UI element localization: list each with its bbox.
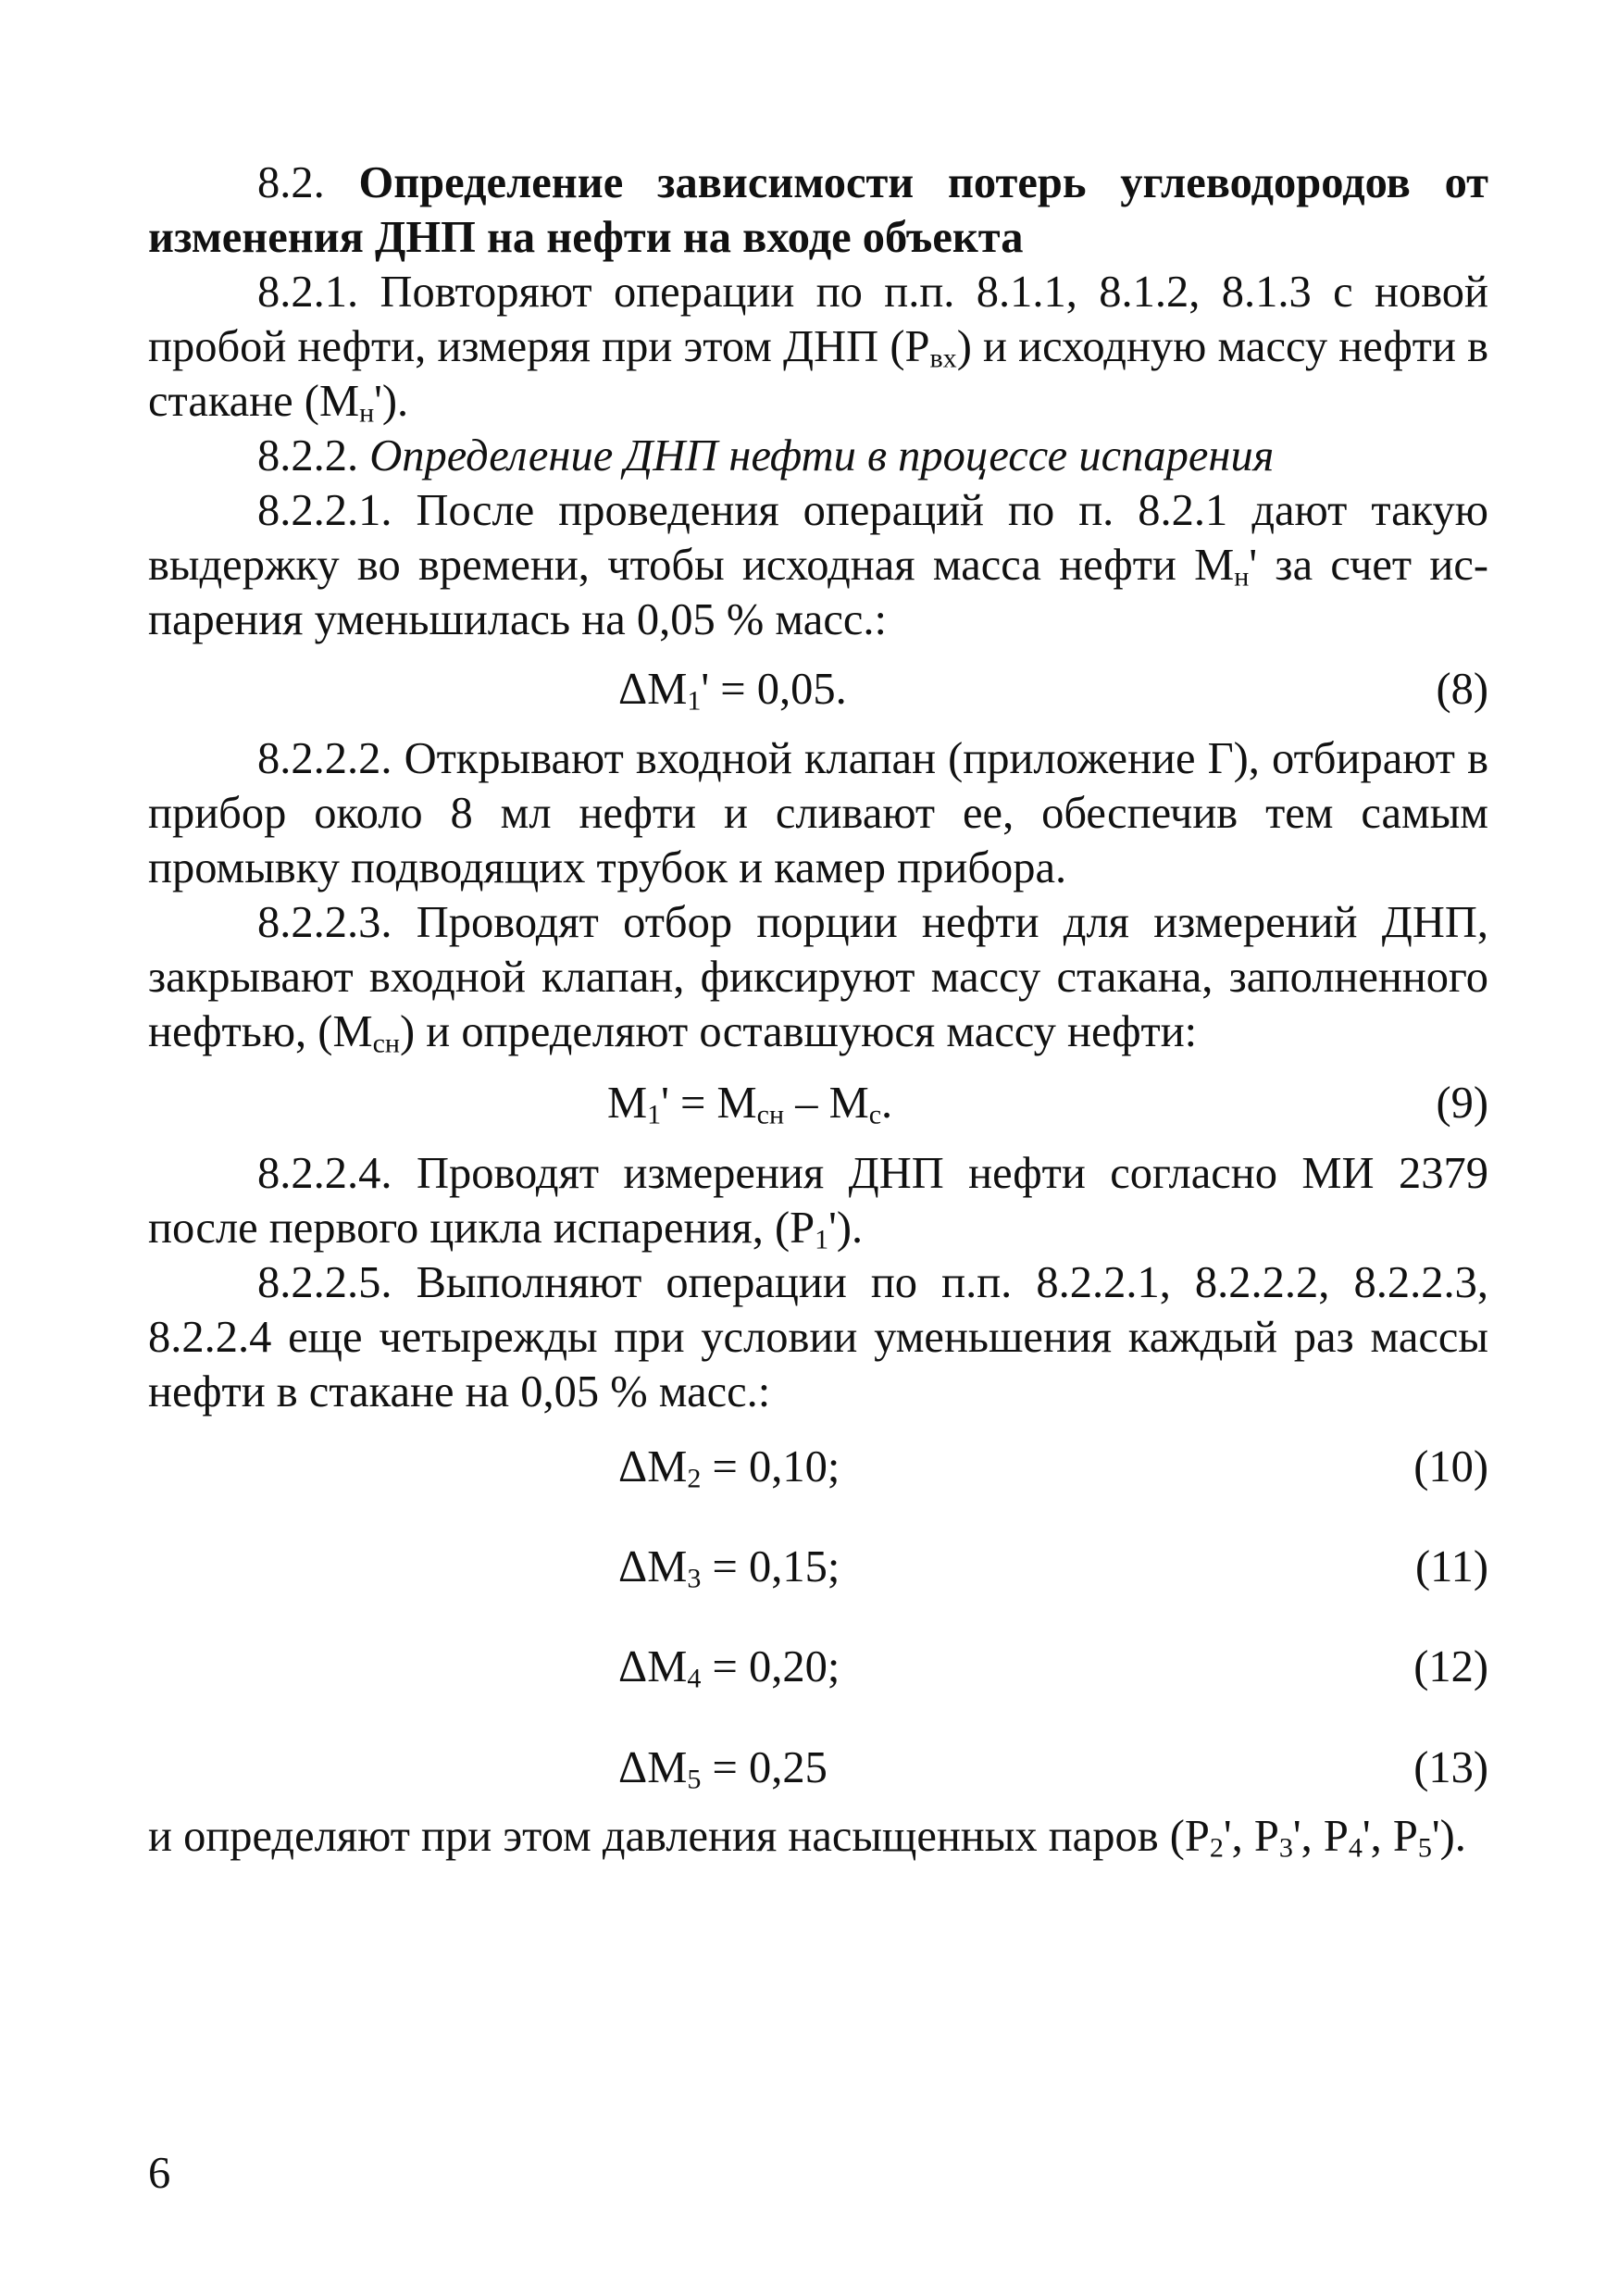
text-block-4 — [148, 1809, 1488, 1864]
paragraph-8-2-2-1: 8.2.2.1. После проведения операций по п. 8.2.1 дают такую выдержку во времени, чтобы исходная масса нефти $М_н'$ за счет испарения уменьшилась на 0,05 % масс.: — [148, 486, 1489, 644]
section-title: Определение зависимости потерь углеводородов от изменения ДНП на нефти на входе объекта — [148, 158, 1489, 262]
formula-9 — [148, 1076, 1488, 1131]
text-block-2 — [148, 731, 1488, 1059]
formula-number: (13) — [1413, 1743, 1488, 1792]
section-heading-8-2 — [148, 156, 1488, 265]
formula-12 — [148, 1640, 1488, 1695]
subsection-number: 8.2.2. — [257, 431, 359, 480]
formula-number: (10) — [1413, 1442, 1488, 1491]
formula-expression: $\Delta М_2 = 0,10$; — [618, 1442, 840, 1494]
paragraph-8-2-2-5: 8.2.2.5. Выполняют операции по п.п. 8.2.2.1, 8.2.2.2, 8.2.2.3, 8.2.2.4 еще четырежды при условии уменьшения каждый раз массы нефти в стакане на 0,05 % масс.: — [148, 1258, 1488, 1416]
formula-number: (8) — [1436, 665, 1488, 714]
formula-expression: $\Delta М_4 = 0,20$; — [618, 1642, 840, 1694]
formula-expression: $\Delta М_1' = 0,05$. — [618, 665, 847, 717]
formula-13 — [148, 1741, 1488, 1796]
formula-expression: $\Delta М_3 = 0,15$; — [618, 1542, 840, 1594]
formula-expression: $М_1' = М_{сн} - М_с$. — [607, 1079, 893, 1130]
text-block-1 — [148, 156, 1488, 647]
section-number: 8.2. — [257, 158, 325, 207]
paragraph-8-2-2-3: 8.2.2.3. Проводят отбор порции нефти для измерений ДНП, закрывают входной клапан, фиксируют массу стакана, заполненного нефтью, $(М_{сн})$ и определяют оставшуюся массу нефти: — [148, 898, 1488, 1059]
formula-number: (12) — [1413, 1642, 1488, 1691]
page-number: 6 — [148, 2149, 171, 2198]
paragraph-8-2-2-4: 8.2.2.4. Проводят измерения ДНП нефти согласно МИ 2379 после первого цикла испарения, $(Р_1')$. — [148, 1149, 1488, 1255]
paragraph-8-2-1: 8.2.1. Повторяют операции по п.п. 8.1.1, 8.1.2, 8.1.3 с новой пробой нефти, измеряя при этом ДНП $(Р_{вх})$ и исходную массу нефти в стакане $(М_н')$. — [148, 268, 1489, 429]
formula-8 — [148, 662, 1488, 718]
subsection-heading-8-2-2 — [148, 429, 1488, 483]
paragraph-8-2-2-2: 8.2.2.2. Открывают входной клапан (приложение Г), отбирают в прибор около 8 мл нефти и сливают ее, обеспечив тем самым промывку подводящих трубок и камер прибора. — [148, 734, 1488, 892]
paragraph-final: и определяют при этом давления насыщенных паров ($Р_2'$, $Р_3'$, $Р_4'$, $Р_5'$). — [148, 1812, 1466, 1864]
subsection-title: Определение ДНП нефти в процессе испарения — [369, 431, 1275, 480]
formula-11 — [148, 1540, 1488, 1595]
formula-number: (11) — [1414, 1542, 1488, 1591]
formula-10 — [148, 1440, 1488, 1495]
text-block-3 — [148, 1146, 1488, 1419]
formula-expression: $\Delta М_5 = 0,25$ — [618, 1743, 828, 1795]
formula-number: (9) — [1436, 1079, 1488, 1128]
